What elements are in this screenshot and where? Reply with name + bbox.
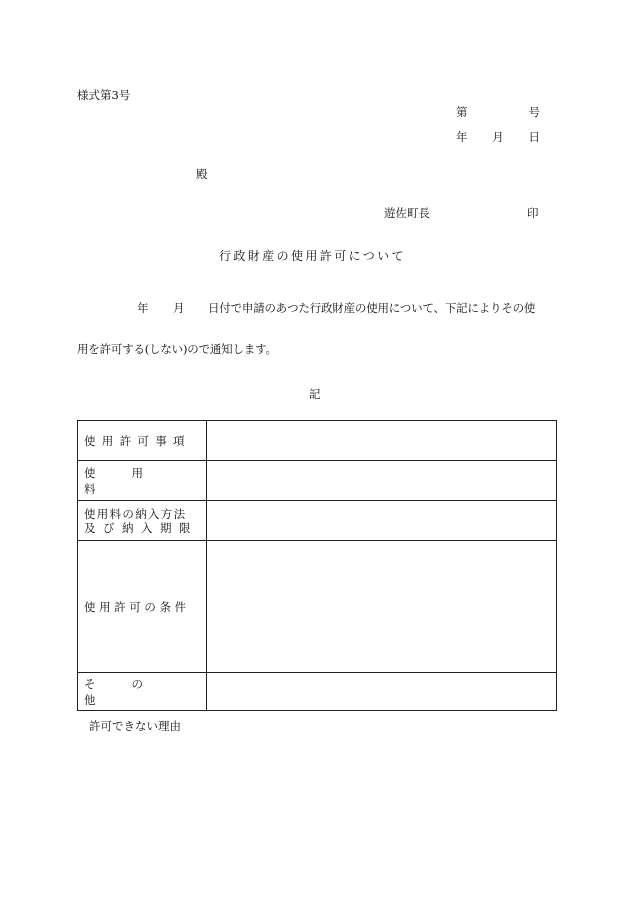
ki-heading: 記 bbox=[309, 387, 321, 401]
doc-number bbox=[456, 104, 540, 120]
doc-number-prefix: 第 bbox=[456, 105, 468, 119]
body-month: 月 bbox=[173, 301, 185, 315]
row-label bbox=[78, 541, 207, 673]
value-usage-permit-item bbox=[207, 421, 557, 461]
date-day: 日 bbox=[528, 130, 540, 144]
reason-not-permitted-label: 許可できない理由 bbox=[89, 719, 181, 733]
row-label bbox=[78, 501, 207, 541]
row-label bbox=[78, 421, 207, 461]
label-other: その他 bbox=[84, 676, 179, 707]
body-year: 年 bbox=[137, 301, 149, 315]
table-row bbox=[78, 501, 557, 541]
seal-mark: 印 bbox=[527, 206, 539, 220]
table-row bbox=[78, 673, 557, 711]
value-payment-method bbox=[207, 501, 557, 541]
body-text-line2: 用を許可する(しない)ので通知します。 bbox=[77, 342, 277, 356]
value-usage-fee bbox=[207, 461, 557, 501]
label-usage-fee: 使用料 bbox=[84, 465, 179, 496]
row-label bbox=[78, 461, 207, 501]
table-row bbox=[78, 461, 557, 501]
sender-title: 遊佐町長 bbox=[384, 206, 430, 220]
form-number: 様式第3号 bbox=[77, 88, 131, 102]
table-row bbox=[78, 421, 557, 461]
addressee-honorific: 殿 bbox=[196, 167, 208, 181]
date-month: 月 bbox=[492, 130, 504, 144]
value-other bbox=[207, 673, 557, 711]
value-permit-conditions bbox=[207, 541, 557, 673]
document-title: 行政財産の使用許可について bbox=[219, 249, 406, 263]
label-permit-conditions: 使用許可の条件 bbox=[84, 599, 190, 614]
date-year: 年 bbox=[456, 130, 468, 144]
doc-number-suffix: 号 bbox=[528, 105, 540, 119]
label-payment-method: 使用料の納入方法 bbox=[84, 506, 187, 521]
issue-date bbox=[456, 129, 540, 145]
label-usage-permit-item: 使用許可事項 bbox=[84, 433, 191, 448]
body-text-line1: 日付で申請のあつた行政財産の使用について、下記によりその使 bbox=[208, 301, 536, 315]
permit-details-table bbox=[77, 420, 557, 711]
row-label bbox=[78, 673, 207, 711]
table-row bbox=[78, 541, 557, 673]
label-payment-deadline: 及び納入期限 bbox=[84, 520, 198, 535]
